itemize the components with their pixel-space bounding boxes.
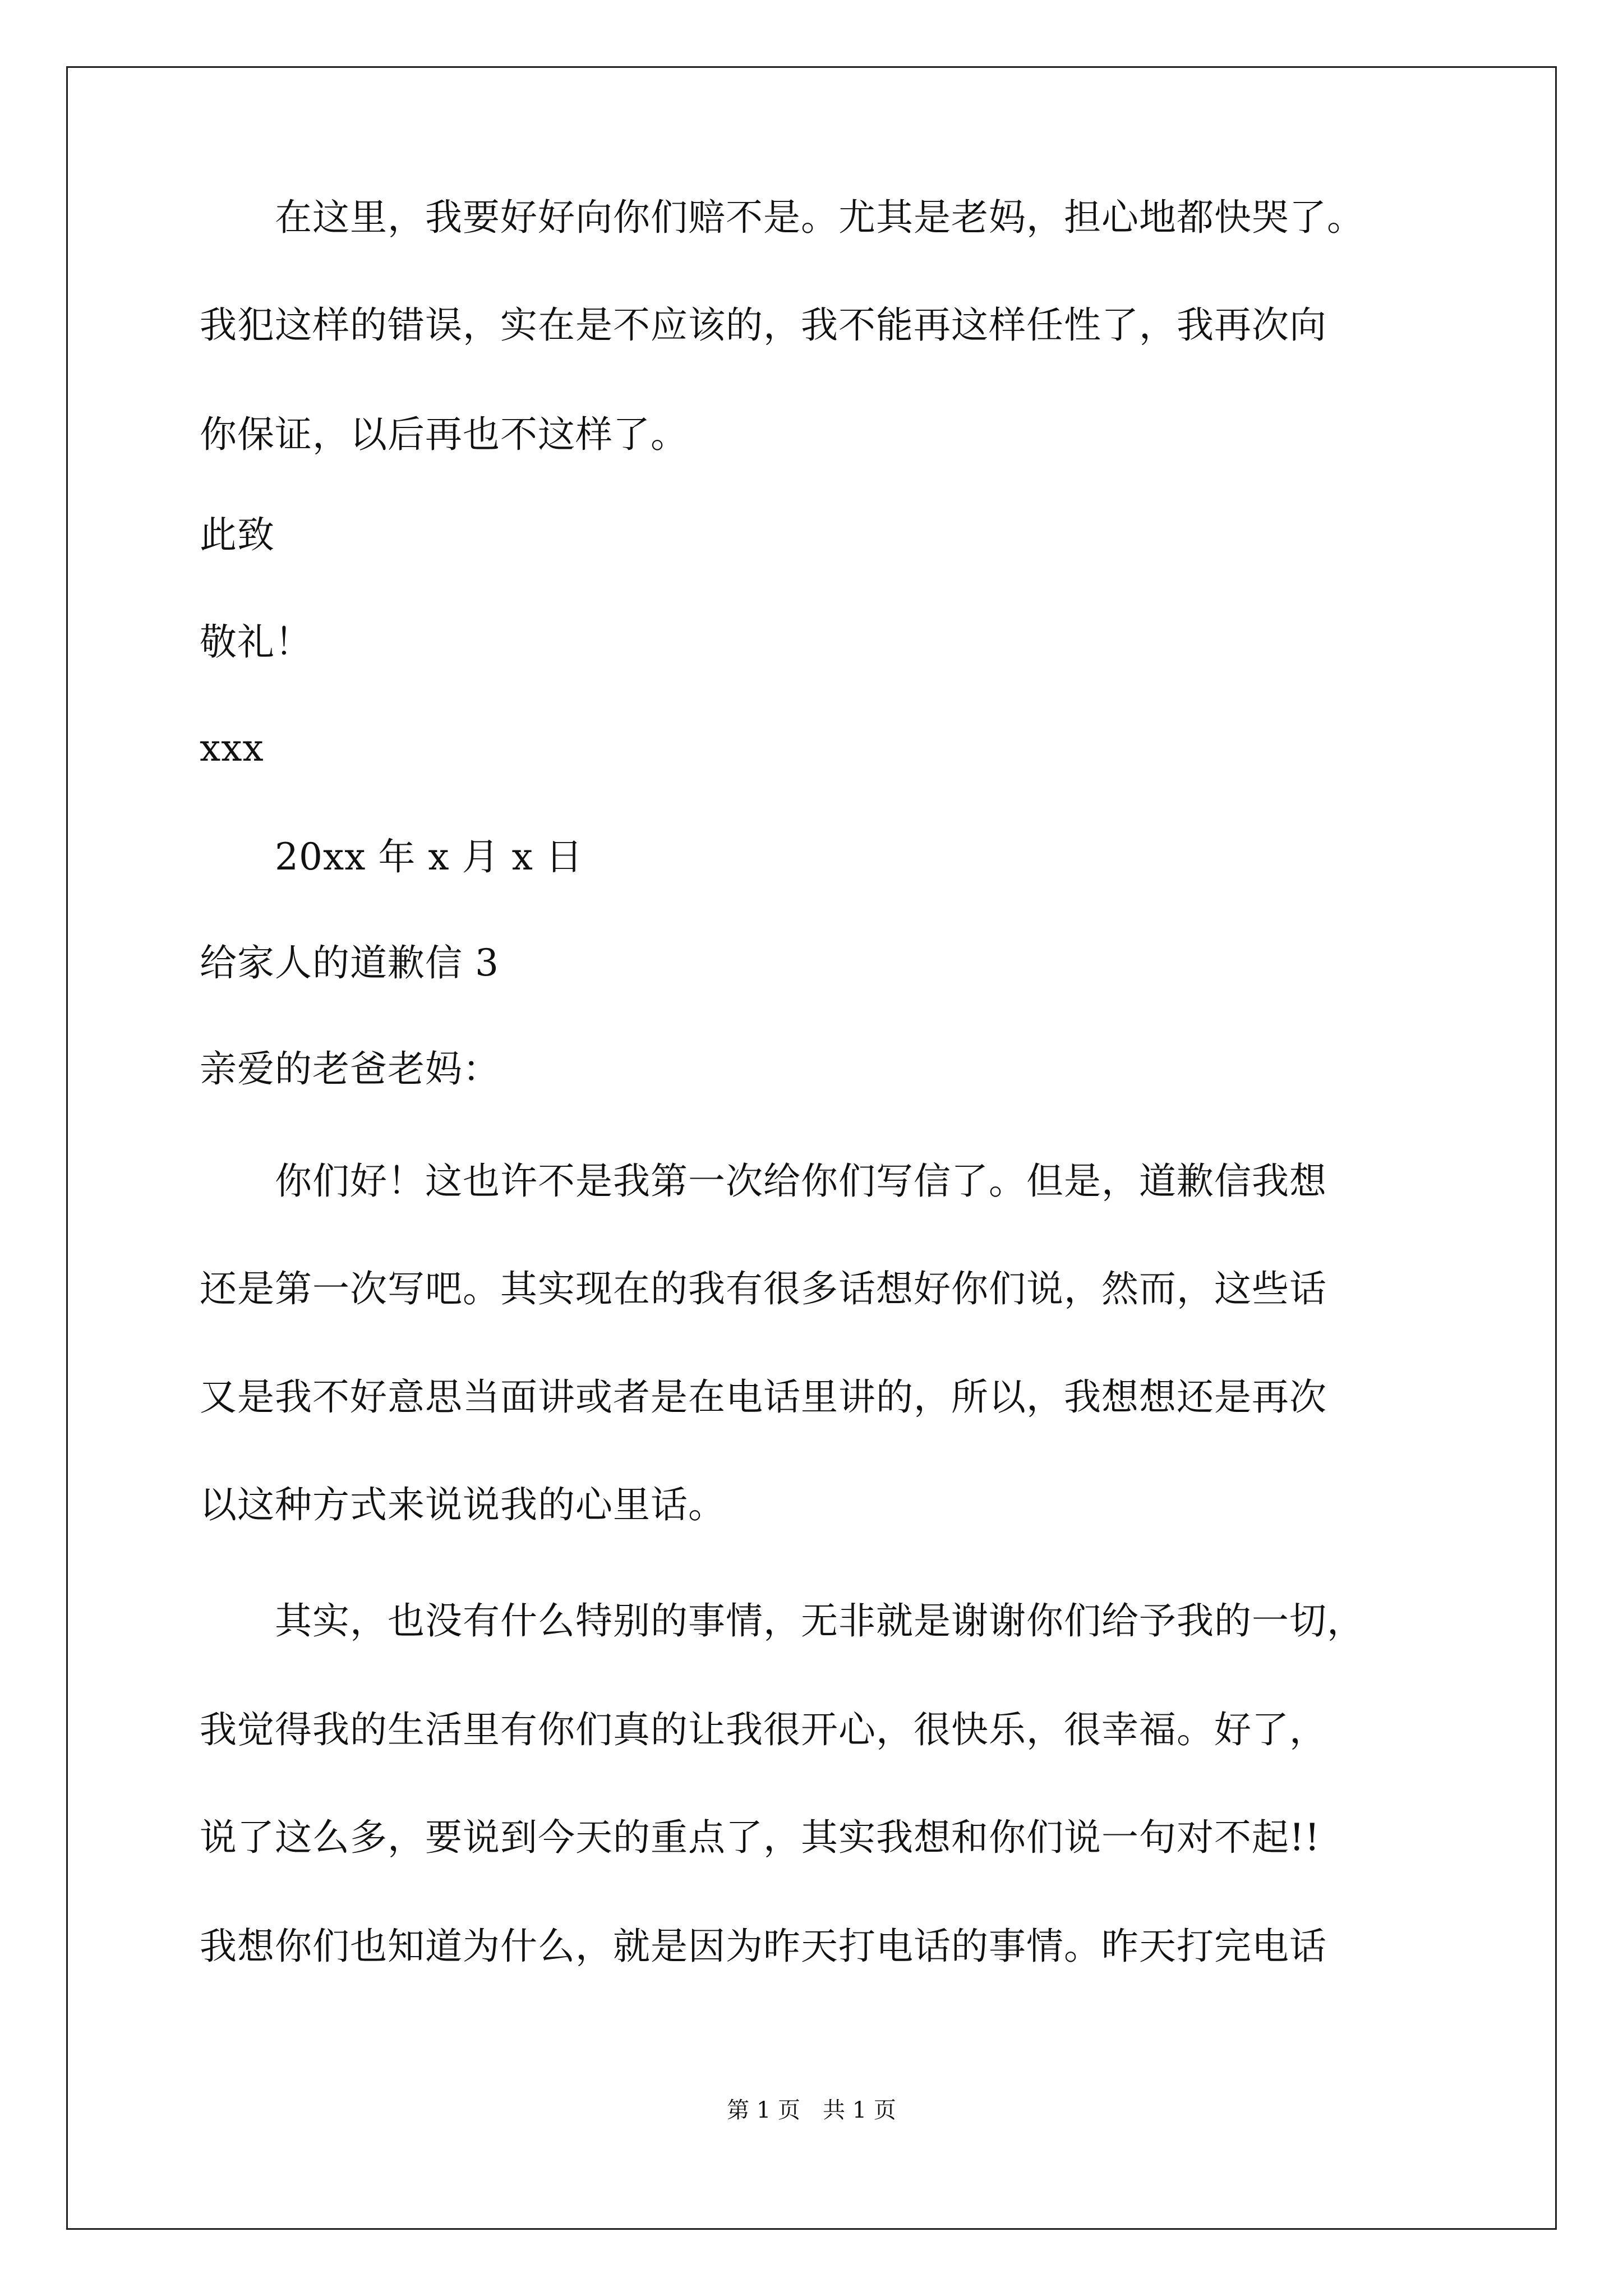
signature-name: xxx: [200, 726, 264, 770]
closing-salutation: 此致: [200, 513, 275, 556]
signature-date: 20xx 年 x 月 x 日: [200, 835, 583, 878]
paragraph-line: 我犯这样的错误，实在是不应该的，我不能再这样任性了，我再次向: [200, 303, 1327, 347]
paragraph-line: 以这种方式来说说我的心里话。: [200, 1483, 726, 1526]
paragraph-line: 还是第一次写吧。其实现在的我有很多话想好你们说，然而，这些话: [200, 1267, 1327, 1310]
paragraph-line: 说了这么多，要说到今天的重点了，其实我想和你们说一句对不起!!: [200, 1816, 1321, 1859]
page-border: [66, 66, 1557, 2230]
page-number: 第 1 页 共 1 页: [727, 2097, 896, 2123]
paragraph-line: 我想你们也知道为什么，就是因为昨天打电话的事情。昨天打完电话: [200, 1925, 1327, 1968]
paragraph-line: 我觉得我的生活里有你们真的让我很开心，很快乐，很幸福。好了，: [200, 1708, 1327, 1751]
paragraph-line: 你保证，以后再也不这样了。: [200, 413, 688, 456]
paragraph-line: 在这里，我要好好向你们赔不是。尤其是老妈，担心地都快哭了。: [200, 196, 1364, 239]
paragraph-line: 其实，也没有什么特别的事情，无非就是谢谢你们给予我的一切，: [200, 1599, 1364, 1642]
letter-greeting: 亲爱的老爸老妈：: [200, 1047, 500, 1091]
closing-regards: 敬礼！: [200, 620, 312, 664]
section-title: 给家人的道歉信 3: [200, 941, 499, 984]
paragraph-line: 你们好！这也许不是我第一次给你们写信了。但是，道歉信我想: [200, 1159, 1327, 1203]
paragraph-line: 又是我不好意思当面讲或者是在电话里讲的，所以，我想想还是再次: [200, 1375, 1327, 1419]
